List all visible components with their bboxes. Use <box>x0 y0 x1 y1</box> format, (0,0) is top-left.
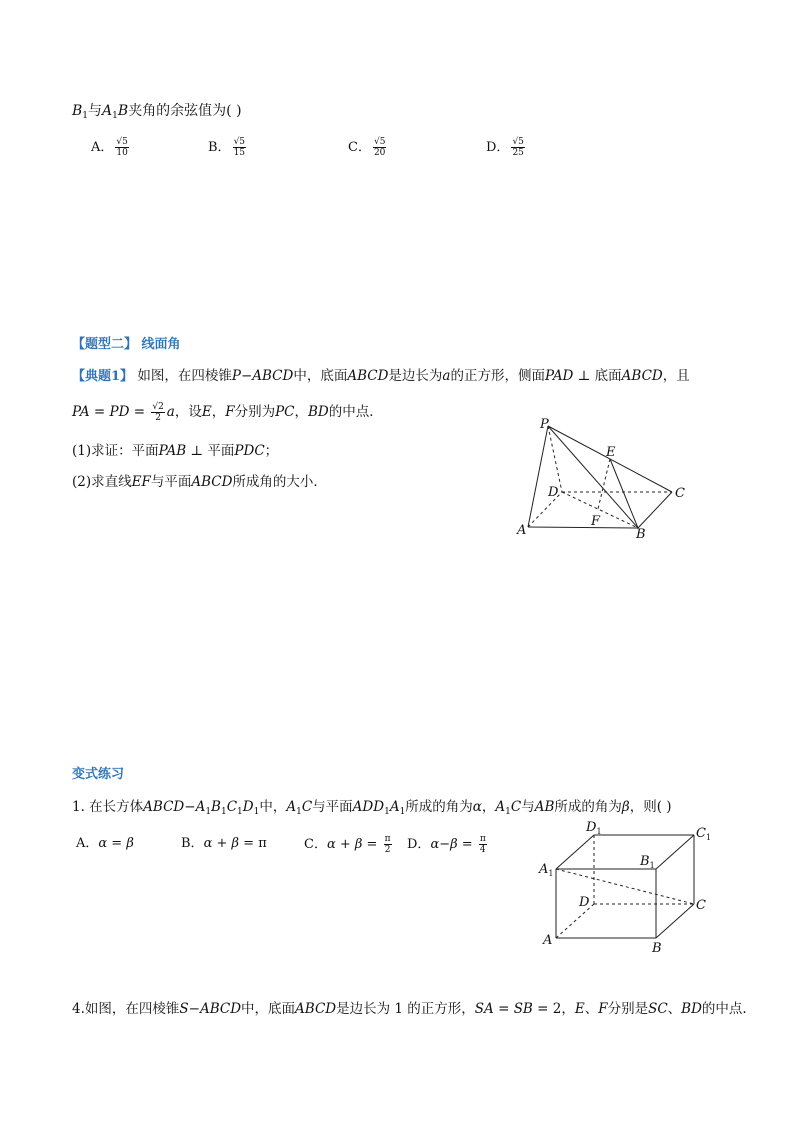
label-d: D <box>579 895 590 910</box>
example1-line2: PA = PD = $\frac{√2}{2}$ a，设E，F分别为PC，BD的中点． <box>72 402 383 423</box>
q1-option-c[interactable]: C．α + β = $\frac{\pi}{2}$ <box>304 834 391 855</box>
example1-part2: (2)求直线EF与平面ABCD所成角的大小． <box>72 474 327 490</box>
edge-pa <box>528 426 548 527</box>
cuboid-figure <box>530 815 720 960</box>
prev-question-stem: $B_1$与$A_1B$夹角的余弦值为( ) <box>72 103 242 121</box>
practice-q4-stem: 4.如图，在四棱锥S−ABCD中，底面ABCD是边长为 1 的正方形，SA = SB = 2，E、F分别是SC、BD的中点. <box>72 1001 747 1017</box>
practice-q1-stem: 1. 在长方体$ABCD-A_1B_1C_1D_1$中，$A_1C$与平面$ADD_1A_1$所成的角为α，$A_1C$与AB所成的角为β，则( ) <box>72 799 672 817</box>
q1-option-a[interactable]: A．α = β <box>76 836 134 851</box>
label-a: A <box>517 523 527 538</box>
edge-a1c <box>556 869 694 904</box>
edge-eb <box>610 459 638 528</box>
option-d[interactable]: D． $\frac{√5}{25}$ <box>486 137 524 158</box>
label-b: B <box>652 941 662 956</box>
example1-part1: (1)求证：平面PAB ⊥ 平面PDC； <box>72 443 279 459</box>
label-a: A <box>543 933 553 948</box>
q1-option-b[interactable]: B．α + β = π <box>181 836 267 851</box>
edge-ab <box>528 527 638 528</box>
edge-pd <box>548 426 562 492</box>
label-c: C <box>696 898 706 913</box>
label-d: D <box>548 485 559 500</box>
label-p: P <box>540 417 549 432</box>
edge-bc <box>656 904 694 938</box>
label-a1: $A_1$ <box>539 862 554 878</box>
label-d1: $D_1$ <box>586 820 602 836</box>
pyramid-figure <box>510 412 700 542</box>
label-c1: $C_1$ <box>696 826 712 842</box>
label-e: E <box>606 445 616 460</box>
q1-option-d[interactable]: D．α−β = $\frac{\pi}{4}$ <box>407 834 486 855</box>
edge-a1d1 <box>556 835 594 869</box>
example1-line1: 【典题1】 如图，在四棱锥P−ABCD中，底面ABCD是边长为a的正方形，侧面PAD ⊥ 底面ABCD，且 <box>72 368 690 384</box>
edge-pb <box>548 426 638 528</box>
option-a[interactable]: A． $\frac{√5}{10}$ <box>91 137 128 158</box>
option-b[interactable]: B． $\frac{√5}{15}$ <box>208 137 246 158</box>
edge-b1c1 <box>656 835 694 869</box>
label-c: C <box>675 486 685 501</box>
edge-bc <box>638 492 672 528</box>
label-b: B <box>636 527 646 542</box>
section-heading-line-surface-angle: 【题型二】 线面角 <box>72 337 181 352</box>
option-c[interactable]: C． $\frac{√5}{20}$ <box>348 137 386 158</box>
label-b1: $B_1$ <box>640 854 655 870</box>
label-f: F <box>591 514 601 529</box>
practice-heading: 变式练习 <box>72 767 125 782</box>
example-label: 【典题1】 <box>72 369 134 384</box>
